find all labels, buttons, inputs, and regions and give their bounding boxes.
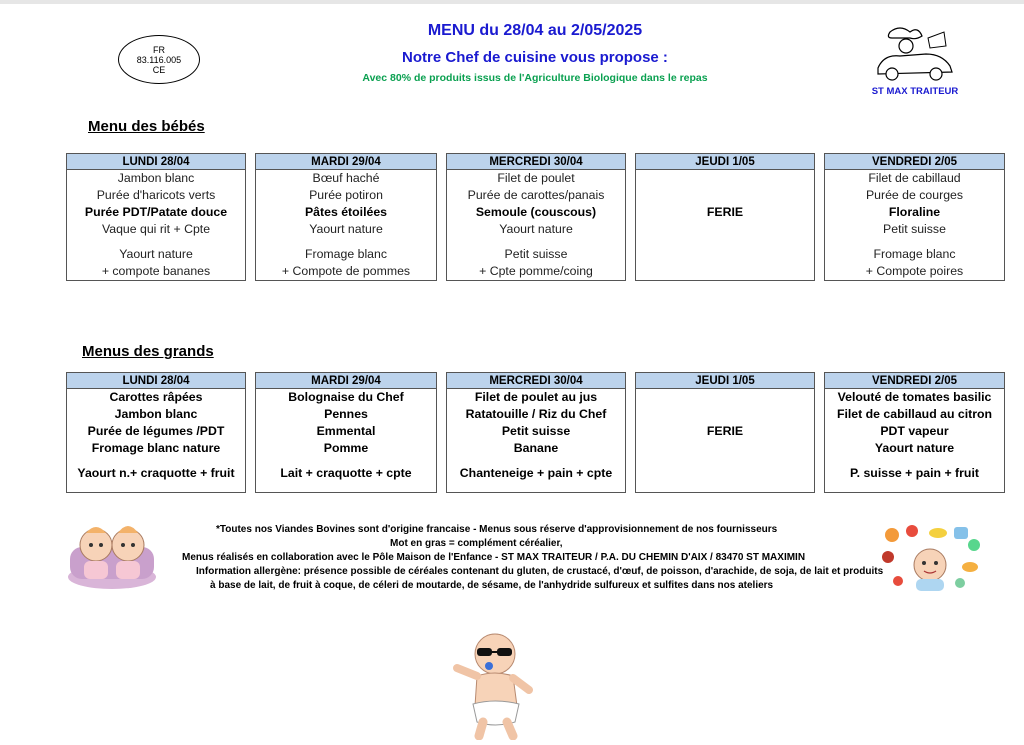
menu-item: Fromage blanc	[873, 247, 956, 261]
menu-item: Filet de cabillaud	[868, 171, 961, 185]
menu-item: Bœuf haché	[312, 171, 380, 185]
menu-item: Filet de cabillaud au citron	[836, 407, 993, 421]
menu-item: Yaourt n.+ craquotte + fruit	[77, 466, 235, 480]
grands-section-title: Menus des grands	[82, 343, 214, 360]
menu-item: + compote bananes	[101, 264, 211, 278]
grands-menu-table	[66, 372, 1005, 493]
babies-menu-table	[66, 153, 1005, 281]
menu-item: Banane	[513, 441, 559, 455]
menu-item: Purée de légumes /PDT	[87, 424, 225, 438]
menu-item: Jambon blanc	[117, 171, 195, 185]
logo-label: ST MAX TRAITEUR	[871, 86, 959, 97]
menu-item: + Compote de pommes	[281, 264, 411, 278]
chef-car-icon	[870, 24, 960, 84]
menu-item: Carottes râpées	[109, 390, 203, 404]
baby-food-icon	[878, 523, 982, 591]
traiteur-logo	[860, 24, 970, 104]
menu-item: Semoule (couscous)	[475, 205, 597, 219]
menu-title: MENU du 28/04 au 2/05/2025	[427, 22, 643, 39]
column-spacer	[815, 373, 825, 389]
bio-note: Avec 80% de produits issus de l'Agriculture Biologique dans le repas	[362, 72, 708, 84]
menu-item: + Compote poires	[865, 264, 964, 278]
day-header-vendredi-2-05: VENDREDI 2/05	[825, 373, 1005, 389]
menu-item: Yaourt nature	[309, 222, 383, 236]
line-gap	[67, 238, 245, 246]
column-spacer	[626, 373, 636, 389]
menu-item: Yaourt nature	[874, 441, 955, 455]
footnotes	[160, 523, 900, 593]
menu-item: Purée de carottes/panais	[467, 188, 605, 202]
menu-item: P. suisse + pain + fruit	[850, 466, 979, 480]
menu-item: Filet de poulet au jus	[474, 390, 598, 404]
menu-item: Chanteneige + pain + cpte	[459, 466, 613, 480]
menu-item: Pomme	[323, 441, 369, 455]
menu-item: Pennes	[324, 407, 368, 421]
menu-item: Emmental	[316, 424, 376, 438]
line-gap	[256, 457, 436, 465]
line-gap	[825, 238, 1004, 246]
line-gap	[67, 457, 245, 465]
column-spacer	[815, 154, 825, 170]
menu-item: Lait + craquotte + cpte	[280, 466, 412, 480]
menu-item	[636, 406, 814, 423]
footnote-line: Mot en gras = complément céréalier,	[390, 538, 563, 549]
column-spacer	[246, 170, 256, 281]
babies-section-title: Menu des bébés	[88, 118, 205, 135]
line-gap	[825, 457, 1004, 465]
menu-item: Pâtes étoilées	[304, 205, 388, 219]
menu-subtitle: Notre Chef de cuisine vous propose :	[402, 49, 668, 66]
baby-sunglasses-illustration	[443, 628, 553, 745]
menu-item: Ratatouille / Riz du Chef	[465, 407, 607, 421]
day-menu-mardi-29-04	[256, 389, 437, 493]
day-header-vendredi-2-05: VENDREDI 2/05	[825, 154, 1005, 170]
column-spacer	[437, 154, 447, 170]
column-spacer	[246, 154, 256, 170]
day-menu-jeudi-1-05	[636, 170, 815, 281]
menu-item	[636, 389, 814, 406]
menu-item: Purée potiron	[309, 188, 383, 202]
menu-item	[636, 170, 814, 187]
menu-item: Filet de poulet	[497, 171, 575, 185]
menu-item: Purée PDT/Patate douce	[84, 205, 228, 219]
day-header-jeudi-1-05: JEUDI 1/05	[636, 373, 815, 389]
menu-item: Vaque qui rit + Cpte	[101, 222, 211, 236]
menu-item: Purée de courges	[865, 188, 964, 202]
menu-item: Petit suisse	[501, 424, 571, 438]
menu-item: Floraline	[888, 205, 941, 219]
column-spacer	[815, 170, 825, 281]
day-menu-lundi-28-04	[67, 389, 246, 493]
ce-seal	[118, 35, 200, 84]
twin-babies-icon	[66, 517, 158, 591]
column-spacer	[815, 389, 825, 493]
menu-item	[636, 187, 814, 204]
menu-item: Petit suisse	[883, 222, 946, 236]
footnote-line: *Toutes nos Viandes Bovines sont d'origine francaise - Menus sous réserve d'approvisionnement de nos fournisseurs	[216, 524, 778, 535]
day-header-lundi-28-04: LUNDI 28/04	[67, 373, 246, 389]
menu-item: Purée d'haricots verts	[96, 188, 216, 202]
day-header-mercredi-30-04: MERCREDI 30/04	[447, 373, 626, 389]
menu-item: Yaourt nature	[119, 247, 193, 261]
menu-item: + Cpte pomme/coing	[479, 264, 593, 278]
day-menu-vendredi-2-05	[825, 389, 1005, 493]
day-menu-lundi-28-04	[67, 170, 246, 281]
menu-item: FERIE	[706, 424, 744, 438]
column-spacer	[626, 154, 636, 170]
day-menu-mercredi-30-04	[447, 170, 626, 281]
menu-item: Fromage blanc nature	[91, 441, 221, 455]
day-menu-jeudi-1-05	[636, 389, 815, 493]
seal-line-2: 83.116.005	[136, 54, 182, 65]
column-spacer	[626, 389, 636, 493]
day-header-jeudi-1-05: JEUDI 1/05	[636, 154, 815, 170]
menu-item: Bolognaise du Chef	[288, 390, 404, 404]
day-header-mardi-29-04: MARDI 29/04	[256, 154, 437, 170]
day-header-mardi-29-04: MARDI 29/04	[256, 373, 437, 389]
line-gap	[256, 238, 436, 246]
twin-babies-illustration	[66, 517, 158, 596]
menu-item: Petit suisse	[504, 247, 568, 261]
footnote-line: Menus réalisés en collaboration avec le Pôle Maison de l'Enfance - ST MAX TRAITEUR / P.A. DU CHEMIN D'AIX / 83470 ST MAXIMIN	[182, 552, 806, 563]
column-spacer	[246, 373, 256, 389]
menu-item: Fromage blanc	[304, 247, 388, 261]
menu-item: FERIE	[706, 205, 744, 219]
day-menu-mardi-29-04	[256, 170, 437, 281]
line-gap	[447, 238, 625, 246]
seal-line-3: CE	[152, 64, 166, 75]
day-menu-mercredi-30-04	[447, 389, 626, 493]
seal-line-1: FR	[153, 44, 165, 55]
day-header-lundi-28-04: LUNDI 28/04	[67, 154, 246, 170]
menu-item: PDT vapeur	[880, 424, 949, 438]
footnote-line: à base de lait, de fruit à coque, de céleri de moutarde, de sésame, de l'anhydride sulfureux et sulfites dans nos ateliers	[210, 580, 774, 591]
column-spacer	[437, 170, 447, 281]
line-gap	[447, 457, 625, 465]
menu-item: Velouté de tomates basilic	[837, 390, 992, 404]
column-spacer	[437, 389, 447, 493]
column-spacer	[626, 170, 636, 281]
menu-item: Yaourt nature	[499, 222, 573, 236]
menu-item: Jambon blanc	[114, 407, 198, 421]
column-spacer	[437, 373, 447, 389]
day-menu-vendredi-2-05	[825, 170, 1005, 281]
top-border	[0, 0, 1024, 4]
column-spacer	[246, 389, 256, 493]
baby-sunglasses-icon	[443, 628, 553, 740]
footnote-line: Information allergène: présence possible de céréales contenant du gluten, de crustacé, d'œuf, de poisson, d'arachide, de soja, de lait et produits	[196, 566, 884, 577]
baby-food-illustration	[878, 523, 982, 596]
day-header-mercredi-30-04: MERCREDI 30/04	[447, 154, 626, 170]
